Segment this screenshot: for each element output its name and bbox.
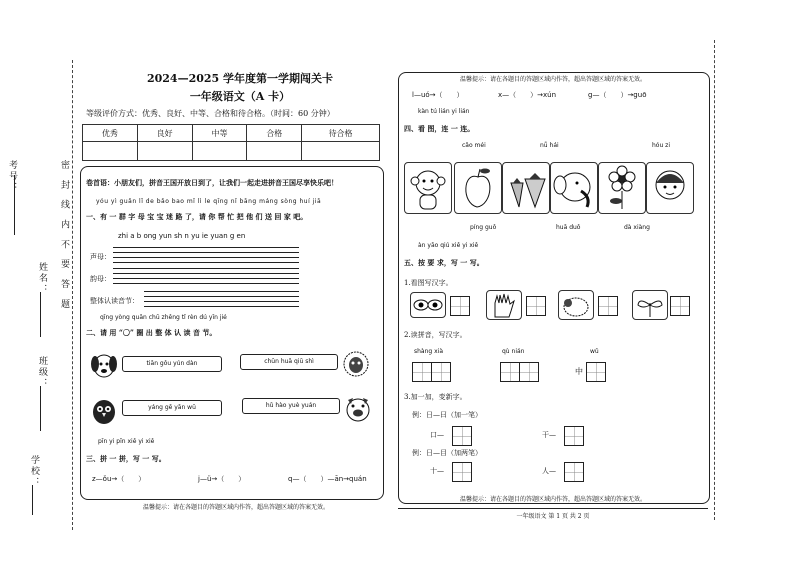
monkey-icon[interactable] bbox=[404, 162, 452, 214]
pinyin-card-3[interactable]: yáng gē yān wū bbox=[122, 400, 222, 416]
grade-cell: 良好 bbox=[137, 125, 192, 142]
writing-grid[interactable] bbox=[564, 426, 584, 446]
sub1-label: 1.看图写汉字。 bbox=[404, 279, 453, 287]
bottom-word-3[interactable]: dà xiàng bbox=[624, 224, 650, 231]
exam-title: 2024—2025 学年度第一学期闯关卡 bbox=[146, 72, 334, 85]
grade-check-cell[interactable] bbox=[302, 142, 380, 161]
q1-pinyin: yóu yì guǎn lǐ de bǎo bao mǐ lì le qīng nǐ bāng máng sòng huí jiā bbox=[96, 198, 322, 205]
grade-check-cell[interactable] bbox=[192, 142, 247, 161]
grade-table bbox=[82, 124, 380, 161]
gan-label: 干— bbox=[542, 431, 556, 439]
writing-grid[interactable] bbox=[412, 362, 432, 382]
grade-check-cell[interactable] bbox=[247, 142, 302, 161]
r3-text: 五、按 要 求，写 一 写。 bbox=[404, 258, 484, 267]
seal-line-text: 密 封 线 内 不 要 答 题 bbox=[59, 160, 69, 313]
exam-subtitle: 一年级语文（A 卡） bbox=[189, 90, 291, 103]
q2-pinyin: qīng yòng quān chū zhěng tǐ rèn dú yīn jié bbox=[100, 314, 227, 321]
shengmu-label: 声母： bbox=[90, 253, 111, 261]
zhong-char: 中 bbox=[575, 367, 583, 376]
r2-text: 四、看 图，连 一 连。 bbox=[404, 124, 475, 133]
pinyin-card-4[interactable]: hǔ hào yuè yuán bbox=[242, 398, 340, 414]
yunmu-label: 韵母： bbox=[90, 275, 111, 283]
class-label: 班级： bbox=[37, 356, 47, 389]
bird-icon bbox=[90, 394, 118, 426]
sub3-label: 3.加一加，变新字。 bbox=[404, 393, 467, 401]
q2-text: 二、请 用 “〇” 圈 出 整 体 认 读 音 节。 bbox=[86, 328, 217, 337]
r3-pinyin: àn yāo qiú xiě yi xiě bbox=[418, 242, 479, 249]
strawberry-icon[interactable] bbox=[502, 162, 550, 214]
writing-grid[interactable] bbox=[526, 296, 546, 316]
dog-icon bbox=[90, 350, 118, 380]
top-word-2[interactable]: nǚ hái bbox=[540, 142, 559, 149]
read-pinyin-1: shàng xià bbox=[414, 348, 444, 355]
elephant-icon[interactable] bbox=[550, 162, 598, 214]
bottom-word-2[interactable]: huā duǒ bbox=[556, 224, 581, 231]
sheep-icon bbox=[340, 348, 372, 378]
top-word-3[interactable]: hóu zi bbox=[652, 142, 670, 149]
eval-line: 等级评价方式：优秀、良好、中等、合格和待合格。（时间：60 分钟） bbox=[86, 109, 335, 118]
writing-grid[interactable] bbox=[450, 296, 470, 316]
intro-text: 卷首语：小朋友们，拼音王国开放日到了，让我们一起走进拼音王国尽享快乐吧！ bbox=[86, 178, 338, 187]
q3-item-2[interactable]: j—ü→（ ） bbox=[198, 475, 246, 483]
pig-icon bbox=[344, 394, 372, 424]
writing-grid[interactable] bbox=[586, 362, 606, 382]
q3-item-1[interactable]: z—ǒu→（ ） bbox=[92, 475, 146, 483]
zhengti-writing-lines[interactable] bbox=[144, 291, 299, 307]
writing-grid[interactable] bbox=[670, 296, 690, 316]
r2-pinyin: kàn tú lián yi lián bbox=[418, 108, 470, 115]
sub2-label: 2.读拼音，写汉字。 bbox=[404, 331, 467, 339]
ren-label: 人— bbox=[542, 467, 556, 475]
kou-label: 口— bbox=[430, 431, 444, 439]
left-footer-note: 温馨提示：请在各题目的答题区域内作答，超出答题区域的答案无效。 bbox=[142, 504, 329, 511]
writing-grid[interactable] bbox=[564, 462, 584, 482]
r1-item-3[interactable]: g—（ ）→guō bbox=[588, 91, 647, 99]
zhengti-label: 整体认读音节： bbox=[90, 297, 139, 305]
q1-text: 一、有 一 群 字 母 宝 宝 迷 路 了，请 你 帮 忙 把 他 们 送 回 家 吧。 bbox=[86, 212, 308, 221]
writing-grid[interactable] bbox=[452, 426, 472, 446]
shengmu-writing-lines[interactable] bbox=[113, 247, 299, 263]
r1-item-2[interactable]: x—（ ）→xún bbox=[498, 91, 557, 99]
right-top-note: 温馨提示：请在各题目的答题区域内作答，超出答题区域的答案无效。 bbox=[459, 76, 646, 83]
example-2: 例：日—目（加两笔） bbox=[412, 449, 482, 457]
shi-label: 十— bbox=[430, 467, 444, 475]
read-pinyin-2: qù nián bbox=[502, 348, 525, 355]
writing-grid[interactable] bbox=[519, 362, 539, 382]
flower-icon[interactable] bbox=[598, 162, 646, 214]
q3-item-3[interactable]: q—（ ）—ān→quán bbox=[288, 475, 367, 483]
writing-grid[interactable] bbox=[500, 362, 520, 382]
bottom-word-1[interactable]: píng guǒ bbox=[470, 224, 497, 231]
eyes-icon bbox=[410, 292, 446, 318]
yunmu-writing-lines[interactable] bbox=[113, 268, 299, 284]
grade-check-cell[interactable] bbox=[83, 142, 138, 161]
grade-cell: 待合格 bbox=[302, 125, 380, 142]
pinyin-card-2[interactable]: chūn huā qiū shì bbox=[240, 354, 338, 370]
name-label: 姓名： bbox=[37, 262, 47, 295]
pinyin-card-1[interactable]: tiān gǒu yún dàn bbox=[122, 356, 222, 372]
writing-grid[interactable] bbox=[431, 362, 451, 382]
grade-cell: 合格 bbox=[247, 125, 302, 142]
writing-grid[interactable] bbox=[598, 296, 618, 316]
apple-icon[interactable] bbox=[454, 162, 502, 214]
q3-text: 三、拼 一 拼，写 一 写。 bbox=[86, 454, 166, 463]
grade-check-cell[interactable] bbox=[137, 142, 192, 161]
writing-grid[interactable] bbox=[452, 462, 472, 482]
sprout-icon bbox=[632, 290, 668, 320]
right-footer-note: 温馨提示：请在各题目的答题区域内作答，超出答题区域的答案无效。 bbox=[459, 496, 646, 503]
kaohao-label: 考号： bbox=[7, 160, 17, 193]
top-word-1[interactable]: cǎo méi bbox=[462, 142, 486, 149]
grade-cell: 中等 bbox=[192, 125, 247, 142]
page-footer: 一年级语文 第 1 页 共 2 页 bbox=[516, 513, 590, 520]
example-1: 例：日—曰（加一笔） bbox=[412, 411, 482, 419]
grade-cell: 优秀 bbox=[83, 125, 138, 142]
girl-icon[interactable] bbox=[646, 162, 694, 214]
hand-icon bbox=[486, 290, 522, 320]
q1-letters: zhi a b ong yun sh n yu ie yuan g en bbox=[118, 232, 246, 240]
r1-item-1[interactable]: l—uó→（ ） bbox=[412, 91, 464, 99]
sheep-writing-icon bbox=[558, 290, 594, 320]
q3-pinyin: pīn yi pīn xiě yi xiě bbox=[98, 438, 155, 445]
school-label: 学校： bbox=[29, 455, 39, 488]
read-pinyin-3: wǔ bbox=[590, 348, 599, 355]
